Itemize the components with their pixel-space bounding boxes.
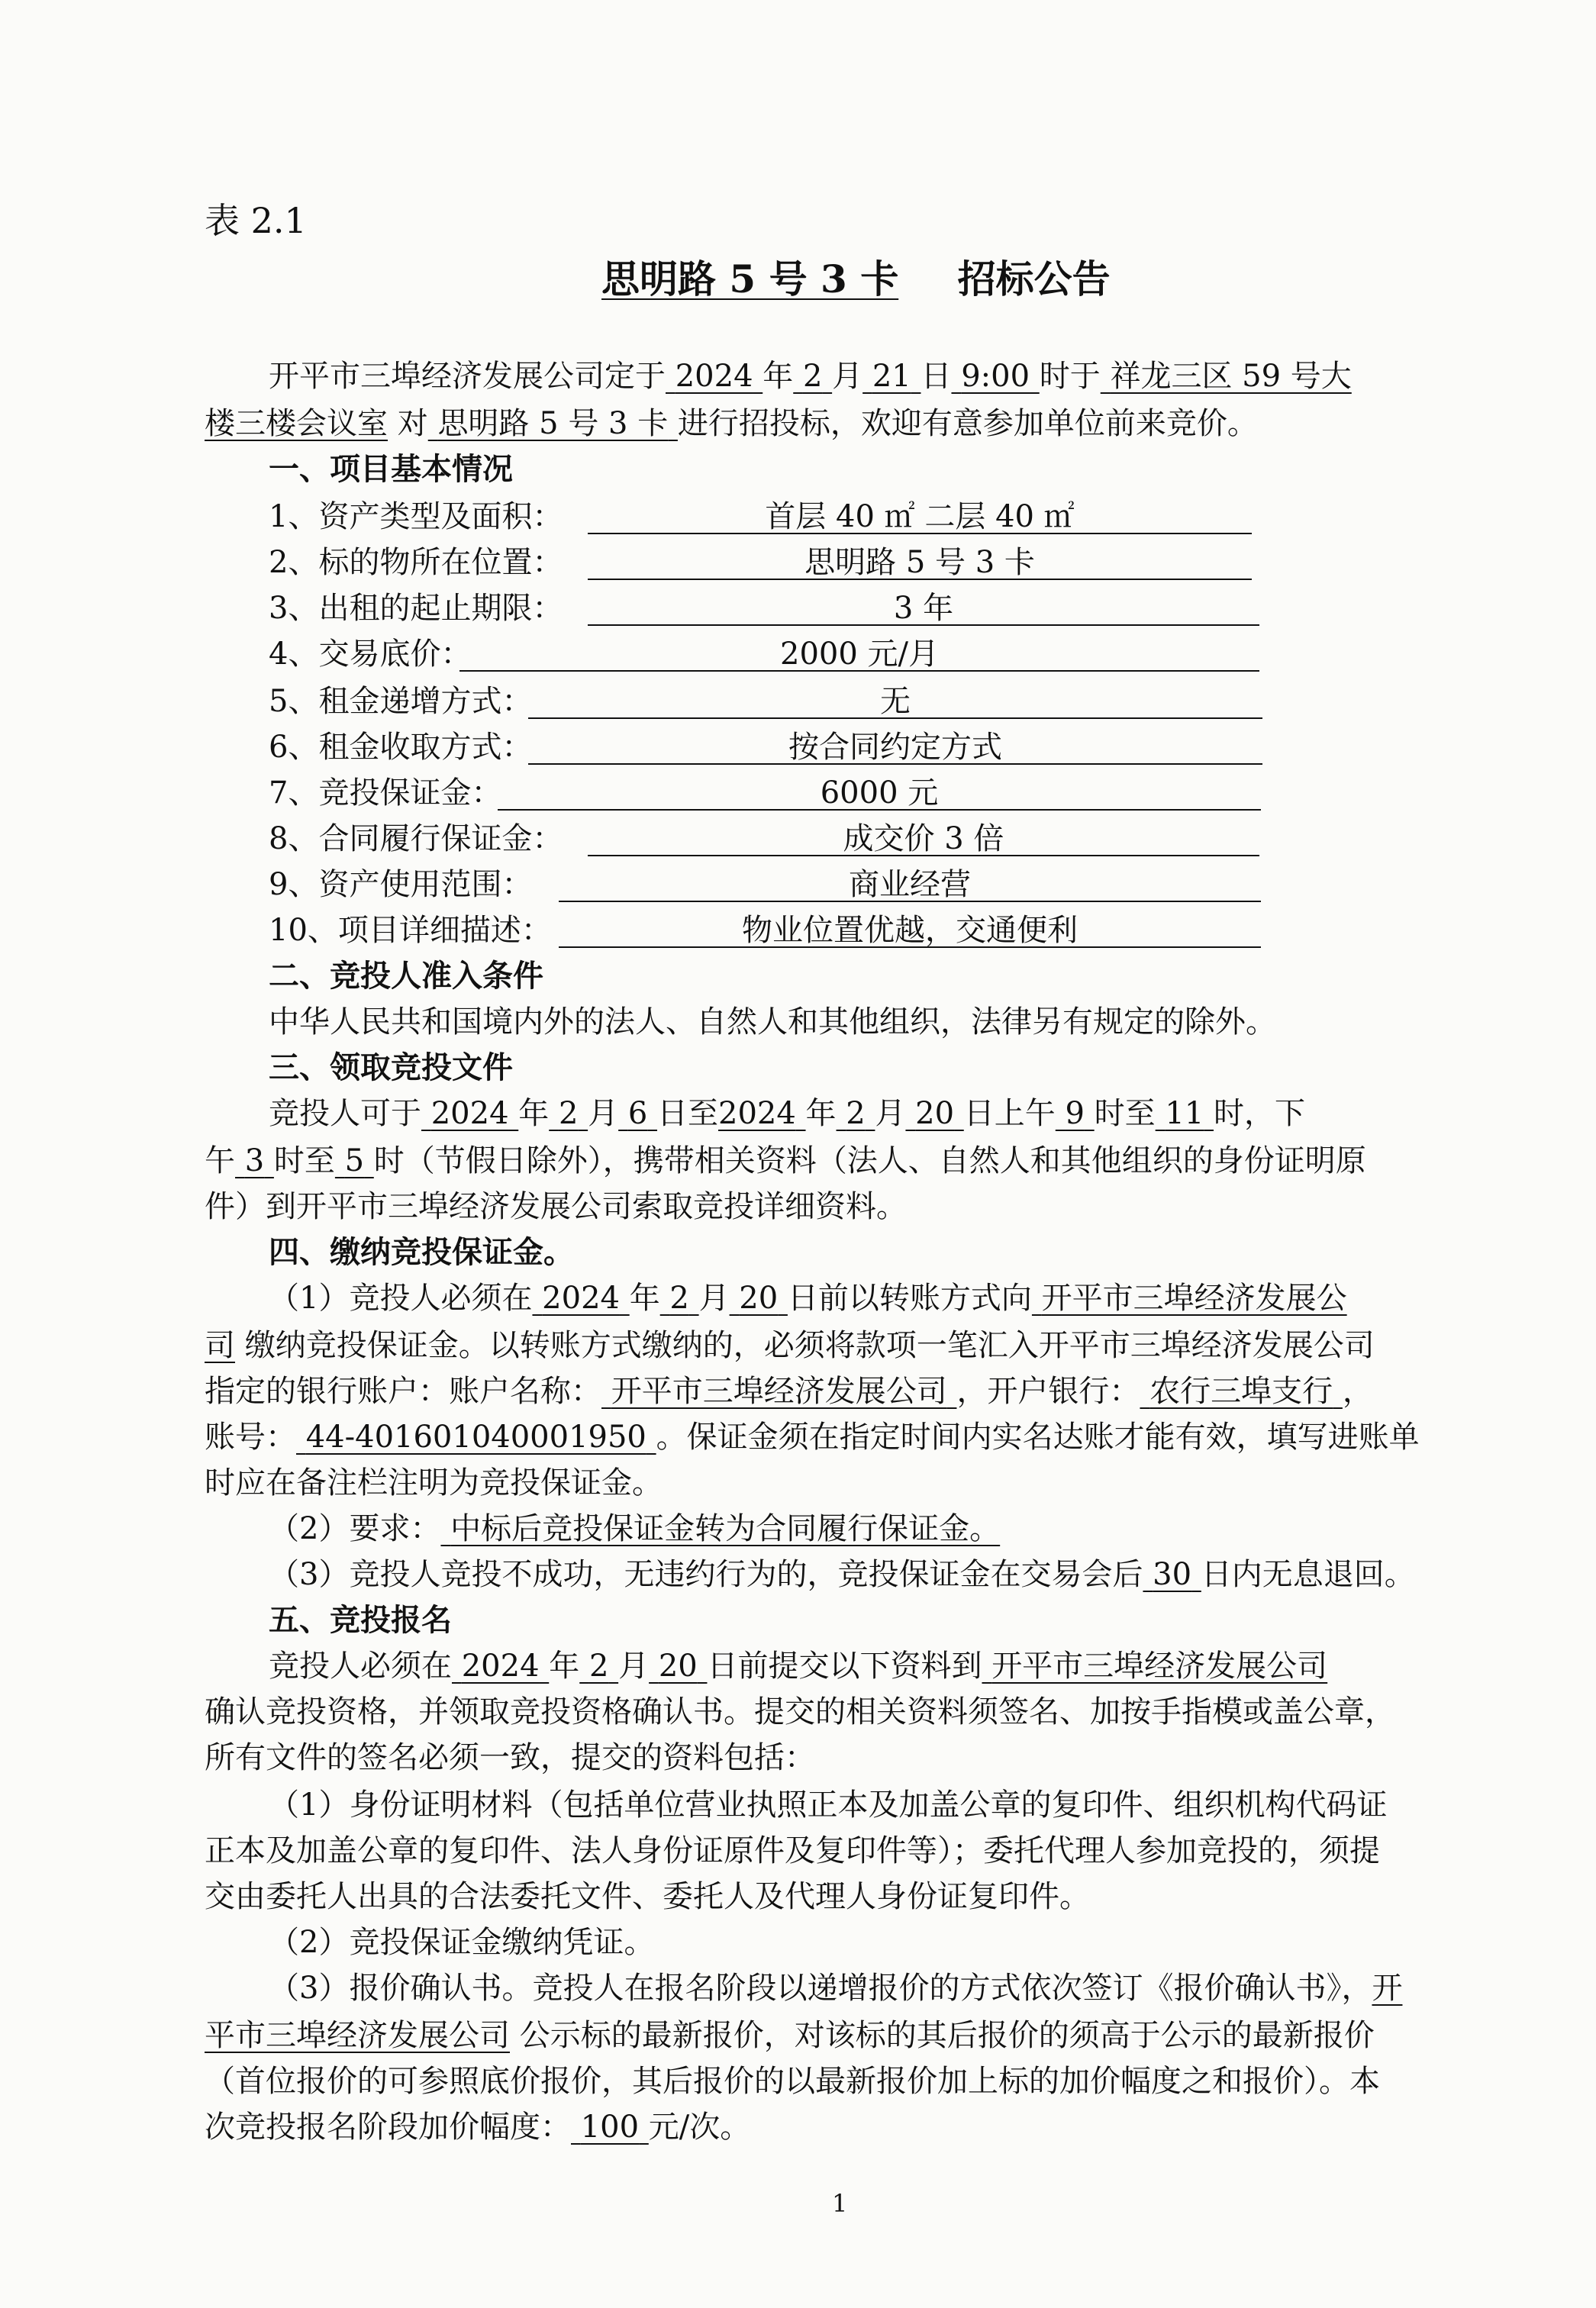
field-row: 1、资产类型及面积： 首层 40 ㎡ 二层 40 ㎡ [269,493,1337,540]
section-5-p2: （2）竞投保证金缴纳凭证。 [269,1925,655,1960]
section-5-p1-line-1: （1）身份证明材料（包括单位营业执照正本及加盖公章的复印件、组织机构代码证 [269,1787,1388,1823]
document-title [533,252,1111,307]
title-suffix: 招标公告 [957,256,1111,301]
section-4-p1-line-5: 时应在备注栏注明为竞投保证金。 [205,1465,663,1501]
page-number: 1 [832,2189,848,2218]
field-row: 9、资产使用范围： 商业经营 [269,861,1337,908]
section-5-p3-line-4: 次竞投报名阶段加价幅度： 100 元/次。 [205,2110,751,2145]
field-row: 10、项目详细描述： 物业位置优越，交通便利 [269,907,1337,954]
section-5-line-1: 竞投人必须在 2024 年 2 月 20 日前提交以下资料到 开平市三埠经济发展公司 [269,1649,1328,1684]
section-4-p1-line-3: 指定的银行账户：账户名称： 开平市三埠经济发展公司 ，开户银行： 农行三埠支行 ， [205,1374,1373,1409]
section-3-line-3: 件）到开平市三埠经济发展公司索取竞投详细资料。 [205,1189,907,1224]
section-3-line-1: 竞投人可于 2024 年 2 月 6 日至2024 年 2 月 20 日上午 9 时至 11 时，下 [269,1096,1305,1131]
section-4-heading: 四、缴纳竞投保证金。 [269,1234,574,1270]
section-5-p3-line-1: （3）报价确认书。竞投人在报名阶段以递增报价的方式依次签订《报价确认书》，开 [269,1971,1403,2006]
section-2-text: 中华人民共和国境内外的法人、自然人和其他组织，法律另有规定的除外。 [269,1004,1276,1040]
section-5-p1-line-3: 交由委托人出具的合法委托文件、委托人及代理人身份证复印件。 [205,1879,1090,1914]
section-5-p3-line-2: 平市三埠经济发展公司 公示标的最新报价，对该标的其后报价的须高于公示的最新报价 [205,2018,1375,2053]
section-4-p2: （2）要求： 中标后竞投保证金转为合同履行保证金。 [269,1511,1001,1546]
section-5-line-3: 所有文件的签名必须一致，提交的资料包括： [205,1740,815,1775]
section-4-p3: （3）竞投人竞投不成功，无违约行为的，竞投保证金在交易会后 30 日内无息退回。 [269,1557,1415,1592]
section-5-p1-line-2: 正本及加盖公章的复印件、法人身份证原件及复印件等）；委托代理人参加竞投的，须提 [205,1833,1380,1868]
section-4-p1-line-1: （1）竞投人必须在 2024 年 2 月 20 日前以转账方式向 开平市三埠经济发展公 [269,1281,1347,1316]
section-5-heading: 五、竞投报名 [269,1602,452,1638]
section-4-p1-line-4: 账号： 44-401601040001950 。保证金须在指定时间内实名达账才能有效，填写进账单 [205,1420,1420,1455]
section-3-line-2: 午 3 时至 5 时（节假日除外），携带相关资料（法人、自然人和其他组织的身份证明原 [205,1143,1366,1178]
section-3-heading: 三、领取竞投文件 [269,1049,513,1085]
section-2-heading: 二、竞投人准入条件 [269,958,543,994]
field-row: 2、标的物所在位置： 思明路 5 号 3 卡 [269,539,1337,586]
intro-line-1: 开平市三埠经济发展公司定于 2024 年 2 月 21 日 9:00 时于 祥龙三区 59 号大 [269,359,1352,394]
title-item-name: 思明路 5 号 3 卡 [601,256,899,301]
field-row: 5、租金递增方式： 无 [269,678,1337,725]
section-5-line-2: 确认竞投资格，并领取竞投资格确认书。提交的相关资料须签名、加按手指模或盖公章， [205,1694,1395,1729]
field-row: 3、出租的起止期限： 3 年 [269,585,1337,632]
field-row: 8、合同履行保证金： 成交价 3 倍 [269,815,1337,862]
field-row: 6、租金收取方式： 按合同约定方式 [269,724,1337,771]
field-row: 4、交易底价： 2000 元/月 [269,630,1337,678]
table-label: 表 2.1 [205,200,307,241]
intro-line-2: 楼三楼会议室 对 思明路 5 号 3 卡 进行招投标，欢迎有意参加单位前来竞价。 [205,406,1258,441]
section-1-heading: 一、项目基本情况 [269,451,513,487]
section-5-p3-line-3: （首位报价的可参照底价报价，其后报价的以最新报价加上标的加价幅度之和报价）。本 [205,2064,1380,2099]
section-4-p1-line-2: 司 缴纳竞投保证金。以转账方式缴纳的，必须将款项一笔汇入开平市三埠经济发展公司 [205,1328,1375,1363]
field-row: 7、竞投保证金： 6000 元 [269,769,1337,817]
